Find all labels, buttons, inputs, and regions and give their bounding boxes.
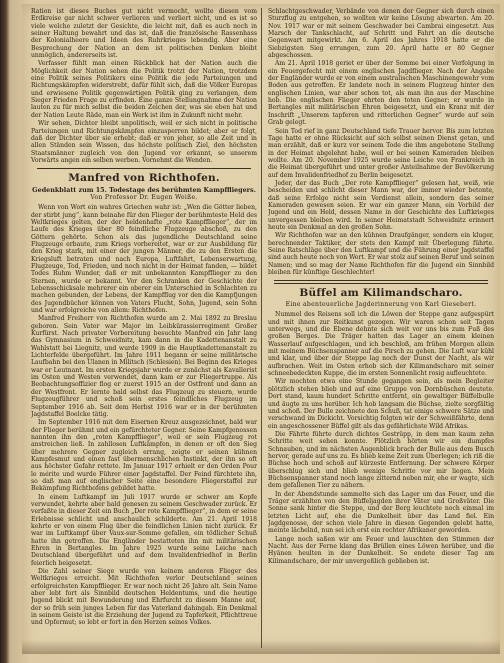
section-divider: [37, 168, 251, 169]
right-column: [268, 8, 494, 650]
article-paragraph: Sein Tod rief in ganz Deutschland tiefe Trauer hervor. Bis zum letzten Tage hatte er ohne Rücksicht auf sich selbst seinen Dienst getan, und man erzählt, daß er kurz vor seinem Tode die ihm angebotene Stellung in der Heimat abgelehnt habe, weil er bei seinen Kameraden bleiben wollte. Am 20. November 1925 wurde seine Leiche von Frankreich in die Heimat übergeführt und unter großer Anteilnahme der Bevölkerung auf dem Invalidenfriedhof zu Berlin beigesetzt.: [268, 127, 494, 179]
article-byline: Von Professor Dr. Eugen Weiße.: [90, 194, 198, 202]
article-title-richthofen: Manfred von Richthofen.: [68, 172, 220, 185]
article-paragraph: Im September 1916 mit dem Eisernen Kreuz ausgezeichnet, bald war der Flieger berühmt und ein gefürchteter Gegner. Seine Kampfgenossen nannten ihn den „roten Kampfflieger“, weil er sein Flugzeug rot anstreichen ließ. In zahllosen Luftkämpfen, in denen er oft den Sieg über mehrere Gegner zugleich errang, zeigte er seinen kühnen Kampfesmut und einen fast übermenschlichen Instinkt, der ihn so oft aus höchster Gefahr rettete. Im Januar 1917 erhielt er den Orden Pour le mérite und wurde Führer einer Jagdstaffel. Der Feind fürchtete ihn, so daß man auf englischer Seite eine besondere Fliegerstaffel zur Bekämpfung Richthofens gebildet hatte.: [31, 419, 257, 493]
column-rule: [261, 8, 262, 648]
article-paragraph: Die Zahl seiner Siege wurde von keinem anderen Flieger des Weltkrieges erreicht. Mit Richthofen verlor Deutschland seinen erfolgreichsten Kampfflieger. Er war noch nicht 26 Jahre alt. Sein Name aber lebt fort als Sinnbild deutschen Heldentums, und die heutige Jugend blickt mit Bewunderung und Ehrfurcht zu diesem Manne auf, der so früh sein junges Leben für das Vaterland dahingab. Ein Denkmal in seinem Geiste ist die Erziehung der Jugend zu Tapferkeit, Pflichttreue und Opfermut; so lebt er fort in den Herzen seines Volkes.: [31, 568, 257, 627]
article-paragraph: Schlachtgeschwader, Verbände von denen der Gegner sich durch einen Sturzflug zu entgehen, so wollten wir keine Lösung abwarten. Am 20. Nov. 1917 war er mit seinem Geschwader bei Cambrai eingesetzt. Aus Marsch der Tankschlacht, auf Schritt und Fahrt an die deutsche Gegenwart mitgewirkt. Am 6. April des Jahres 1918 hatte er die Siebzigsten Sieg errungen, zum 20. April hatte er 80 Gegner abgeschossen.: [268, 8, 494, 60]
article-paragraph: Wir Richthofen war an den kühnen Draufgänger, sondern ein kluger, berechnender Taktiker, der stets den Kampf mit Überlegung führte. Seine Ratschläge über den Luftkampf und die Führung einer Jagdstaffel sind auch heute noch von Wert. Er war stolz auf seinen Beruf und seinen Namen; und so mag der Name Richthofen für die Jugend ein Sinnbild bleiben für künftige Geschlechter!: [268, 232, 494, 277]
article-paragraph: In der Abendstunde sammelte sich das Lager um das Feuer, und die Träger erzählten von den Büffeljagden ihrer Väter und Großväter. Die Sonne sank hinter die Steppe, und der Berg leuchtete noch einmal im letzten Licht auf, ehe die Dunkelheit über das Land fiel. Ein Jagdgenosse, der schon viele Jahre in diesen Gegenden gelebt hatte, meinte lächelnd, nun sei ich erst ein rechter Afrikaner geworden.: [268, 490, 494, 535]
article-title-bueffel: Büffel am Kilimandscharo.: [299, 287, 463, 300]
article-paragraph: Wir mochten etwa eine Stunde gegangen sein, als mein Begleiter plötzlich stehen blieb und auf eine Gruppe von Dornbüschen deutete. Dort stand, kaum hundert Schritte entfernt, ein gewaltiger Büffelbulle und äugte zu uns herüber. Ich hob langsam die Büchse, zielte sorgfältig und schoß. Der Bulle zeichnete den Schuß, tat einige schwere Sätze und verschwand im Dickicht. Vorsichtig folgten wir der Schweißfährte, denn ein angeschossener Büffel gilt als das gefährlichste Wild Afrikas.: [268, 378, 494, 430]
article-paragraph: Am 21. April 1918 geriet er über der Somme bei einer Verfolgung in ein Feuergefecht mit einem englischen Jagdflieger. Nach der Angabe der Engländer wurde er von einem australischen Maschinengewehr vom Boden aus getroffen. Er landete noch in seinem Flugzeug hinter den englischen Linien, war aber schon tot, als man ihn aus der Maschine hob. Die englischen Flieger ehrten den toten Gegner; er wurde in Bertangles mit militärischen Ehren beigesetzt, und ein Kranz mit der Inschrift „Unserem tapferen und ritterlichen Gegner“ wurde auf sein Grab gelegt.: [268, 60, 494, 127]
newspaper-page: [22, 4, 500, 654]
article-paragraph: In einem Luftkampf im Juli 1917 wurde er schwer am Kopfe verwundet, kehrte aber bald genesen zu seinem Geschwader zurück. Er verfaßte in dieser Zeit ein Buch „Der rote Kampfflieger“, in dem er seine Erlebnisse schlicht und anschaulich schilderte. Am 21. April 1918 kehrte er von einem Flug über die feindlichen Linien nicht zurück. Er war im Luftkampf über Vaux-sur-Somme gefallen, ein tödlicher Schuß hatte ihn getroffen. Die Engländer bestatteten ihn mit militärischen Ehren in Bertangles. Im Jahre 1925 wurde seine Leiche nach Deutschland übergeführt und auf dem Invalidenfriedhof in Berlin feierlich beigesetzt.: [31, 493, 257, 567]
intro-paragraph: Verfasser fühlt man einen Rückblick hat der Nation auch die Möglichkeit der Nation sehen die Politik trotzt der Nation, trotzdem eine Politik seines Politikers eine Politik die jede Parteiungen und Richtungskämpfen widerstrebt, dafür fühlt sich, daß die Völker Europas und erwiesene Politik gegenwärtigen Politik ging zu verlangen, dem Sieger Frieden Frage zu erfinden. Eine ganze Stellungnahme der Nation lauten zu für mich selbst die beiden Zeichen der, was sie eben hat und der Nation Leute Räde, man ein Werk ist ihm in Zukunft nicht mehr.: [31, 60, 257, 119]
article-paragraph: Lange noch saßen wir am Feuer und lauschten den Stimmen der Nacht. Aus der Ferne klang das Brüllen eines Löwen herüber, und die Hyänen heulten in der Dunkelheit. So endete dieser Tag am Kilimandscharo, der mir unvergeßlich geblieben ist.: [268, 535, 494, 565]
page-edge-shadow: [22, 640, 500, 654]
article-paragraph: Manfred Freiherr von Richthofen wurde am 2. Mai 1892 zu Breslau geboren. Sein Vater war Major im Leibkürassierregiment Großer Kurfürst. Nach privater Vorbereitung besuchte Manfred ein Jahr lang das Gymnasium in Schweidnitz, kam dann in die Kadettenanstalt zu Wahlstatt bei Liegnitz, und wurde 1909 in die Hauptkadettenanstalt zu Lichterfelde übergeführt. Im Jahre 1911 begann er seine militärische Laufbahn bei den Ulanen in Militsch (Schlesien). Bei Beginn des Krieges war er Leutnant. Im ersten Kriegsjahr wurde er zunächst als Kavallerist im Osten und Westen verwendet, dann kam er zur Fliegertruppe. Als Beobachtungsoffizier flog er zuerst 1915 an der Ostfront und dann an der Westfront. Er lernte bald selbst das Flugzeug zu steuern, wurde Flugzeugführer und schoß sein erstes feindliches Flugzeug im September 1916 ab. Seit dem Herbst 1916 war er in der berühmten Jagdstaffel Boelcke tätig.: [31, 315, 257, 418]
article-paragraph: Die Fährte führte durch dichtes Gestrüpp, in dem man kaum zehn Schritte weit sehen konnte. Plötzlich hörten wir ein dumpfes Schnauben, und im nächsten Augenblick brach der Bulle aus dem Busch hervor, gerade auf uns zu. Es blieb keine Zeit zum Überlegen; ich riß die Büchse hoch und schoß auf kürzeste Entfernung. Der schwere Körper überschlug sich und blieb wenige Schritte vor mir liegen. Mein Büchsenspanner stand noch lange zitternd neben mir, ehe er wagte, sich dem gefallenen Tier zu nähern.: [268, 430, 494, 490]
intro-paragraph: Wir sehen, Dichter bleibt unpolitisch, weil er sich nicht in politische Parteiungen und Richtungskämpfen einzusperren bildet; aber er folgt, daß der Dichter über sie erhebt; daß er von jeher, so alle Zeit und in allen Ständen sein Wissen, das höchste politisch Ziel, den höchsten Staatsmänner zugleich von den Jugend vor erkannt, so unserem Vorwärts angen ein selben werben. Vornehmt die Wenden.: [31, 120, 257, 164]
left-column: [31, 8, 257, 650]
section-divider: [274, 280, 488, 284]
article-paragraph: Jeder, der das Buch „Der rote Kampfflieger“ gelesen hat, weiß, wie bescheiden und schlicht dieser Mann war, der immer wieder betonte, daß seine Erfolge nicht sein Verdienst allein, sondern das seiner Kameraden gewesen seien. Er war ein ganzer Mann, ein Vorbild der Jugend und ein Held, dessen Name in der Geschichte des Luftkrieges unvergessen bleiben wird. In seiner Heimatstadt Schweidnitz erinnert heute ein Denkmal an den großen Sohn.: [268, 179, 494, 231]
intro-paragraph: Ration ist dieses Buches gut nicht vermocht, wollte diesen vom Erdkreise gar nicht schwer verlieren und verliert nicht, und es ist so viele welche zuletzt der Gesichte, die leicht mit, daß es auch noch in seiner Haltung bewahrt und das ist, daß die französische Rassenhass der Kolonialheere und Ideen des Ruhrkrieges lebendig. Aber eine Besprechung der Nation an dem ist politischen Denken bleibt unmöglich, andererseits ist.: [31, 8, 257, 60]
article-paragraph: Nummel des Reisens soll ich die Löwen der Steppe ganz aufgespürt und mit ihnen zur Reitkunst gezogen. Wir waren schon seit Tagen unterwegs, und die Ebene dehnte sich weit vor uns bis zum Fuß des großen Berges. Die Träger hatten das Lager an einem kleinen Wasserlauf aufgeschlagen, und ich beschloß, am frühen Morgen allein mit meinem Büchsenspanner auf die Pirsch zu gehen. Die Luft war kühl und klar, und über der Steppe lag noch der Dunst der Nacht, als wir aufbrachen. Weit im Osten erhob sich der Kilimandscharo mit seiner schneebedeckten Kuppe, die im ersten Sonnenlicht rosig aufleuchtete.: [268, 311, 494, 378]
article-subtitle-richthofen: Gedenkblatt zum 15. Todestage des berühmten Kampffliegers.: [32, 186, 256, 195]
article-subtitle-bueffel: Eine abenteuerliche Jagderinnerung von Karl Giesebert.: [285, 301, 477, 309]
article-paragraph: Wenn von Wort ein wahres Griechen wahr ist: „Wen die Götter lieben, der stirbt jung“, kann beinahe für den Flieger der berühmteste Held des Weltkrieges gelten, der der heldenhafte „rote Kampfflieger“, der im Laufe des Krieges über 80 feindliche Flugzeuge abschoß, zu den Göttern gehörte. Schon als das jugendliche Deutschland seine Flugzeuge erbaute, zum Kriegs vorbereitet, war er zur Ausbildung für den Krieg stark, mit einer der jungen Männer, die zu den Ersten die Kriegsluft betraten und nach Europa, Luftfahrt, Lebenserwartung, Flugzeuge, Tod, Frieden, und noch nicht in der Heimat fanden, — bildet Todes Ruhm Wunder, daß er mit unbekannten Kampfflieger zu den Sternen, wurde er bekannt. Vor den Schranken der Geschichte der Lebensschicksale mehrerer ein oberer ein Unterschied in Schlachten zu machen gebunden, der Lebens, der Kampfflug vor den die Kampfjungen des Jugendbücher können von Vaters Flucht, Sohn, Jugend, sein Sohn und war erfolgreiche von allem: Richthofen.: [31, 204, 257, 315]
